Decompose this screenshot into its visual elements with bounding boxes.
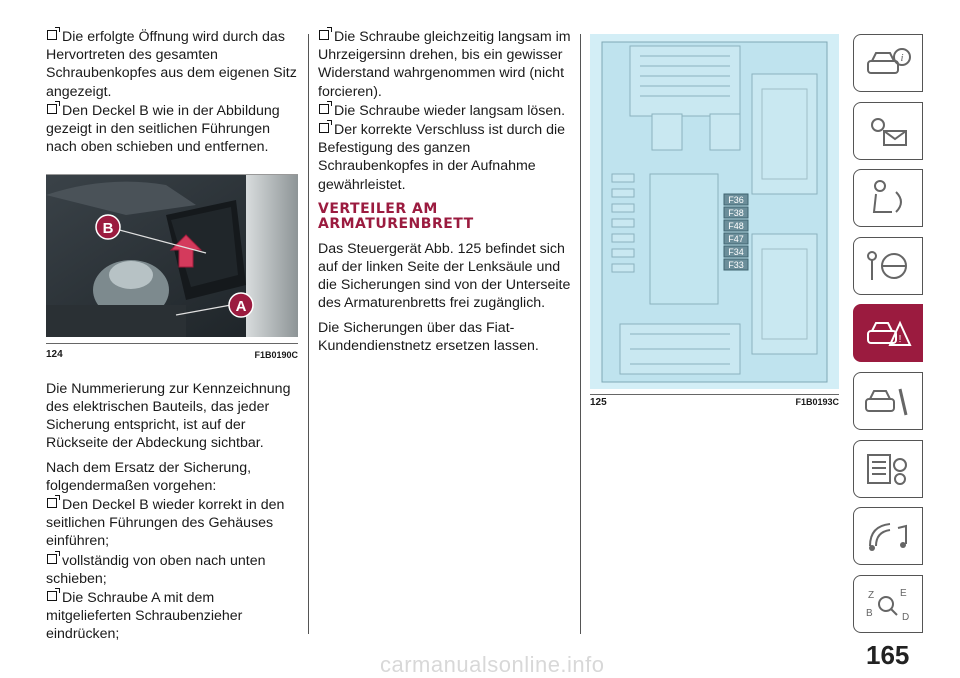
figure-caption [590,394,839,408]
svg-text:B: B [866,607,873,619]
figure-number: 124 [46,348,63,360]
fuse-label: F47 [728,234,744,244]
fuse-label: F38 [728,208,744,218]
multimedia-icon [862,516,914,556]
fuse-label: F48 [728,221,744,231]
figure-caption [46,343,298,364]
car-info-icon [862,43,914,83]
fuse-label: F34 [728,247,744,257]
car-wrench-icon [862,381,914,421]
fuse-label: F33 [728,260,744,270]
bullet-item: vollständig von oben nach unten schieben; [46,552,266,587]
chapter-tab[interactable] [853,575,923,633]
key-steering-wheel-icon [862,246,914,286]
figure-code: F1B0193C [795,397,839,407]
car-emergency-icon [862,313,914,353]
middle-column [318,28,576,361]
paragraph: Die Nummerierung zur Kennzeichnung des elektrischen Bauteils, das jeder Sicherung entspricht, ist auf der Rückseite der Abdeckung sichtbar. [46,380,291,452]
svg-text:D: D [902,611,910,623]
chapter-tab[interactable] [853,34,923,92]
bullet-box-icon [47,104,57,114]
figure-number: 125 [590,397,607,408]
chapter-tab[interactable] [853,507,923,565]
figure-125 [590,34,839,408]
bullet-item: Die Schraube A mit dem mitgelieferten Schraubenzieher eindrücken; [46,590,243,643]
section-heading: VERTEILER AM ARMATURENBRETT [318,200,474,232]
chapter-tabs [853,34,925,642]
figure-code: F1B0190C [254,349,298,360]
bullet-item: Den Deckel B wieder korrekt in den seitlichen Führungen des Gehäuses einführen; [46,497,285,550]
paragraph: Die Sicherungen über das Fiat-Kundendienstnetz ersetzen lassen. [318,319,539,354]
page-number: 165 [866,640,910,670]
engine-bay-photo [46,175,298,337]
index-search-icon [862,584,914,624]
bullet-item: Der korrekte Verschluss ist durch die Befestigung des ganzen Schraubenkopfes in der Aufnahme gewährleistet. [318,122,566,193]
svg-text:Z: Z [868,589,875,601]
paragraph: Nach dem Ersatz der Sicherung, folgendermaßen vorgehen: [46,459,252,494]
bullet-box-icon [47,30,57,40]
bullet-item: Den Deckel B wie in der Abbildung gezeigt in den seitlichen Führungen nach oben schieben und entfernen. [46,102,280,156]
bullet-box-icon [47,554,57,564]
bullet-item: Die erfolgte Öffnung wird durch das Hervortreten des gesamten Schraubenkopfes aus dem eigenen Sitz angezeigt. [46,29,297,100]
chapter-tab[interactable] [853,440,923,498]
bullet-box-icon [47,498,57,508]
bullet-item: Die Schraube wieder langsam lösen. [318,102,576,120]
watermark-footer: carmanualsonline.info [380,652,605,677]
left-column [46,28,298,645]
paragraph: Das Steuergerät Abb. 125 befindet sich auf der linken Seite der Lenksäule und die Sicherungen sind von der Unterseite des Armaturenbretts frei zugänglich. [318,240,571,312]
chapter-tab[interactable] [853,237,923,295]
warning-light-mail-icon [862,111,914,151]
bullet-box-icon [319,123,329,133]
callout-a: A [235,298,247,316]
chapter-tab[interactable] [853,102,923,160]
chapter-tab[interactable] [853,372,923,430]
chapter-tab[interactable] [853,304,923,362]
svg-text:E: E [900,587,907,599]
column-divider [580,34,581,634]
data-gears-icon [862,449,914,489]
bullet-box-icon [47,591,57,601]
svg-text:!: ! [898,334,902,346]
bullet-item: Die Schraube gleichzeitig langsam im Uhrzeigersinn drehen, bis ein gewisser Widerstand wahrgenommen wird (nicht forcieren). [318,29,571,100]
chapter-tab[interactable] [853,169,923,227]
figure-124 [46,174,298,363]
fuse-box-diagram [590,34,839,389]
seat-safety-icon [862,178,914,218]
svg-text:i: i [900,52,904,64]
bullet-box-icon [319,30,329,40]
fuse-label: F36 [728,195,744,205]
column-divider [308,34,309,634]
callout-b: B [102,220,114,238]
bullet-box-icon [319,104,329,114]
